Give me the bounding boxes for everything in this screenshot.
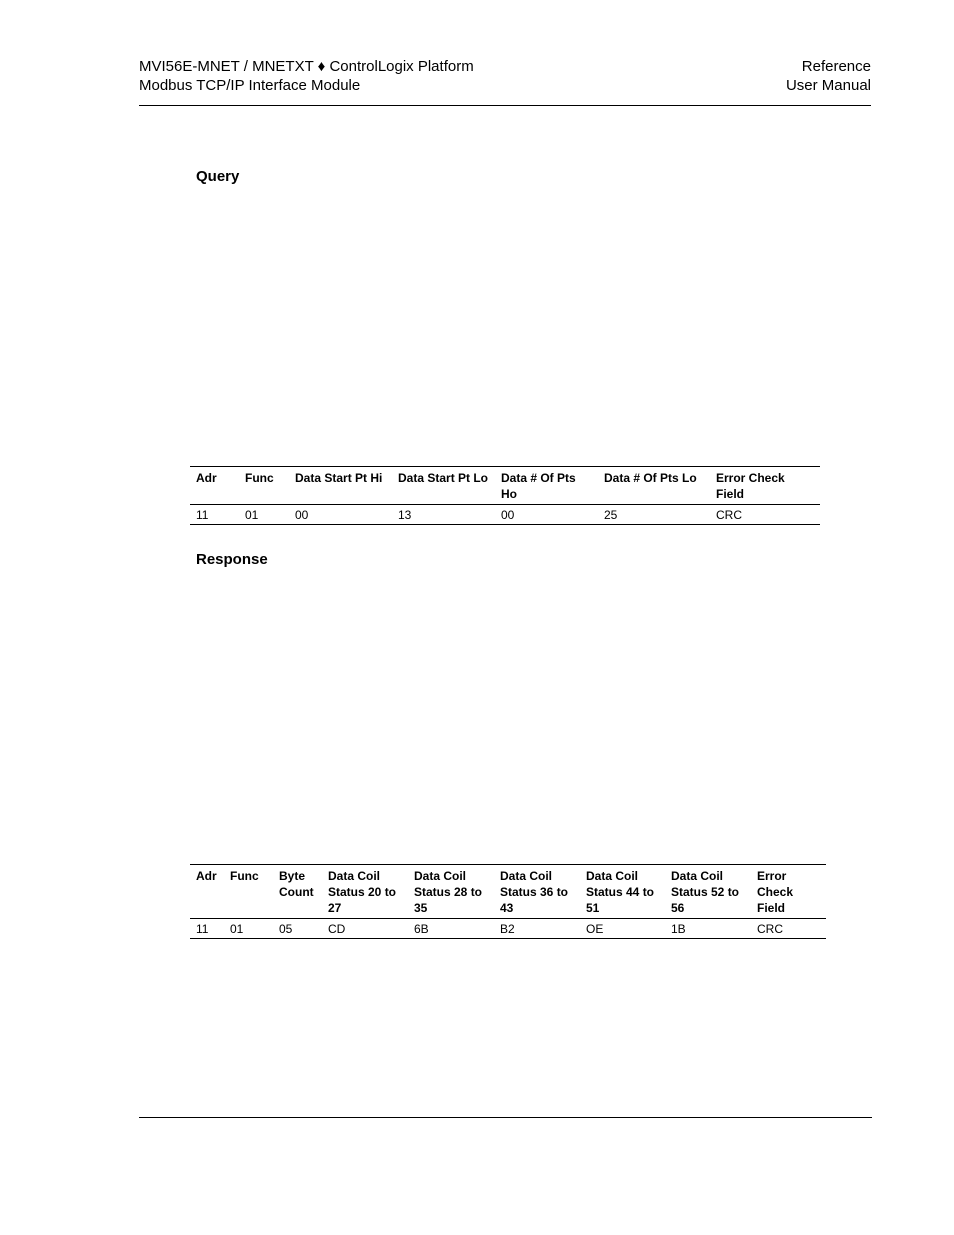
response-col-byte-count-line2: Count — [279, 885, 314, 899]
response-col-func-line: Func — [230, 869, 259, 883]
response-table — [190, 864, 826, 939]
response-cell-coil-44-51: OE — [586, 922, 604, 936]
table-row — [190, 505, 820, 525]
query-cell-error-check: CRC — [716, 508, 742, 522]
query-cell-pts-hi: 00 — [501, 508, 515, 522]
response-cell-error-check: CRC — [757, 922, 783, 936]
header-right — [786, 57, 871, 95]
query-cell-func: 01 — [245, 508, 259, 522]
response-col-byte-count — [273, 865, 322, 919]
response-col-coil-20-27-line3: 27 — [328, 901, 342, 915]
response-col-func — [224, 865, 273, 919]
query-col-pts-hi: Data # Of Pts Ho — [501, 471, 576, 501]
query-cell-adr: 11 — [196, 508, 209, 522]
response-col-coil-44-51-line2: Status 44 to — [586, 885, 655, 899]
response-col-coil-28-35-line2: Status 28 to — [414, 885, 483, 899]
response-cell-coil-36-43: B2 — [500, 922, 515, 936]
response-col-coil-36-43-line2: Status 36 to — [500, 885, 569, 899]
response-col-coil-28-35 — [408, 865, 494, 919]
response-col-adr — [190, 865, 224, 919]
response-col-coil-36-43-line3: 43 — [500, 901, 514, 915]
response-col-coil-52-56-line1: Data Coil — [671, 869, 724, 883]
response-col-coil-52-56-line2: Status 52 to — [671, 885, 740, 899]
table-row — [190, 919, 826, 939]
response-col-coil-20-27-line2: Status 20 to — [328, 885, 397, 899]
query-col-adr: Adr — [196, 471, 217, 485]
response-col-coil-44-51-line1: Data Coil — [586, 869, 639, 883]
response-col-coil-36-43 — [494, 865, 580, 919]
response-col-error-check-line3: Field — [757, 901, 786, 915]
response-col-adr-line: Adr — [196, 869, 217, 883]
response-col-coil-44-51 — [580, 865, 665, 919]
response-col-error-check-line2: Check — [757, 885, 794, 899]
response-cell-coil-52-56: 1B — [671, 922, 686, 936]
header-section: Reference — [801, 58, 871, 75]
query-cell-start-hi: 00 — [295, 508, 309, 522]
page-header — [139, 57, 871, 106]
query-header-row — [190, 467, 820, 505]
response-col-coil-44-51-line3: 51 — [586, 901, 600, 915]
footer-divider — [139, 1117, 872, 1118]
query-col-start-hi: Data Start Pt Hi — [295, 471, 383, 485]
response-col-byte-count-line1: Byte — [279, 869, 306, 883]
query-col-func: Func — [245, 471, 274, 485]
response-col-coil-20-27-line1: Data Coil — [328, 869, 381, 883]
query-table — [190, 466, 820, 525]
response-cell-adr: 11 — [196, 922, 209, 936]
query-col-pts-lo: Data # Of Pts Lo — [604, 471, 697, 485]
response-col-coil-52-56-line3: 56 — [671, 901, 685, 915]
query-col-error-check: Error Check Field — [716, 471, 785, 501]
response-col-coil-36-43-line1: Data Coil — [500, 869, 553, 883]
response-col-coil-28-35-line1: Data Coil — [414, 869, 467, 883]
query-cell-start-lo: 13 — [398, 508, 412, 522]
response-col-error-check — [751, 865, 826, 919]
header-module-name: Modbus TCP/IP Interface Module — [139, 77, 361, 94]
response-heading: Response — [196, 551, 268, 568]
response-cell-byte-count: 05 — [279, 922, 293, 936]
response-cell-func: 01 — [230, 922, 244, 936]
response-col-error-check-line1: Error — [757, 869, 787, 883]
response-cell-coil-28-35: 6B — [414, 922, 429, 936]
response-col-coil-20-27 — [322, 865, 408, 919]
response-col-coil-52-56 — [665, 865, 751, 919]
query-heading: Query — [196, 168, 240, 185]
header-doc-type: User Manual — [785, 77, 871, 94]
response-col-coil-28-35-line3: 35 — [414, 901, 428, 915]
query-cell-pts-lo: 25 — [604, 508, 618, 522]
query-col-start-lo: Data Start Pt Lo — [398, 471, 489, 485]
response-cell-coil-20-27: CD — [328, 922, 346, 936]
header-left — [139, 57, 474, 95]
header-product-title: MVI56E-MNET / MNETXT ♦ ControlLogix Platform — [139, 58, 474, 75]
response-header-row — [190, 865, 826, 919]
